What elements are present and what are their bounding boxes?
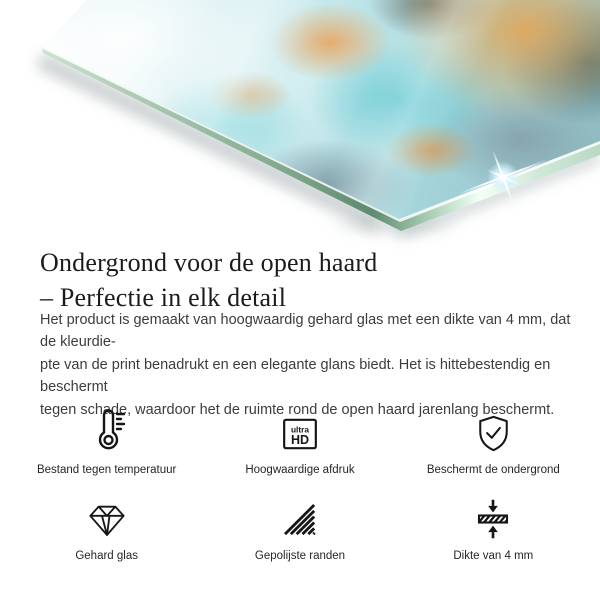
feature-polished-edges [203, 490, 396, 562]
thickness-arrows-icon [472, 490, 514, 540]
feature-label: Beschermt de ondergrond [426, 464, 560, 476]
shield-check-icon [473, 404, 514, 454]
section-title-line2: – Perfectie in elk detail [40, 283, 287, 313]
ultra-hd-icon [280, 404, 320, 454]
section-title-line1: Ondergrond voor de open haard [40, 248, 378, 278]
feature-label: Bestand tegen temperatuur [36, 464, 177, 476]
feature-print-quality [203, 404, 396, 476]
feature-tempered-glass [10, 490, 203, 562]
section-title [40, 245, 377, 315]
svg-text:ultra: ultra [290, 424, 310, 435]
feature-label: Hoogwaardige afdruk [245, 464, 355, 476]
description-line: Het product is gemaakt van hoogwaardig gehard glas met een dikte van 4 mm, dat de kleurdie- [40, 312, 571, 351]
svg-text:HD: HD [290, 433, 310, 447]
feature-thickness [397, 490, 590, 562]
description-line: tegen schade, waardoor het de ruimte rond de open haard jarenlang beschermt. [40, 401, 555, 418]
feature-label: Gehard glas [75, 550, 138, 562]
feature-temperature [10, 404, 203, 476]
feature-label: Dikte van 4 mm [453, 550, 534, 562]
product-photo [0, 0, 600, 233]
feature-protection [397, 404, 590, 476]
feature-grid [10, 404, 590, 562]
diamond-icon [87, 490, 127, 540]
thermometer-icon [83, 404, 131, 454]
polished-edges-icon [280, 490, 320, 540]
description-line: pte van de print benadrukt en een elegante glans biedt. Het is hittebestendig en beschermt [40, 356, 551, 396]
feature-label: Gepolijste randen [254, 550, 346, 562]
